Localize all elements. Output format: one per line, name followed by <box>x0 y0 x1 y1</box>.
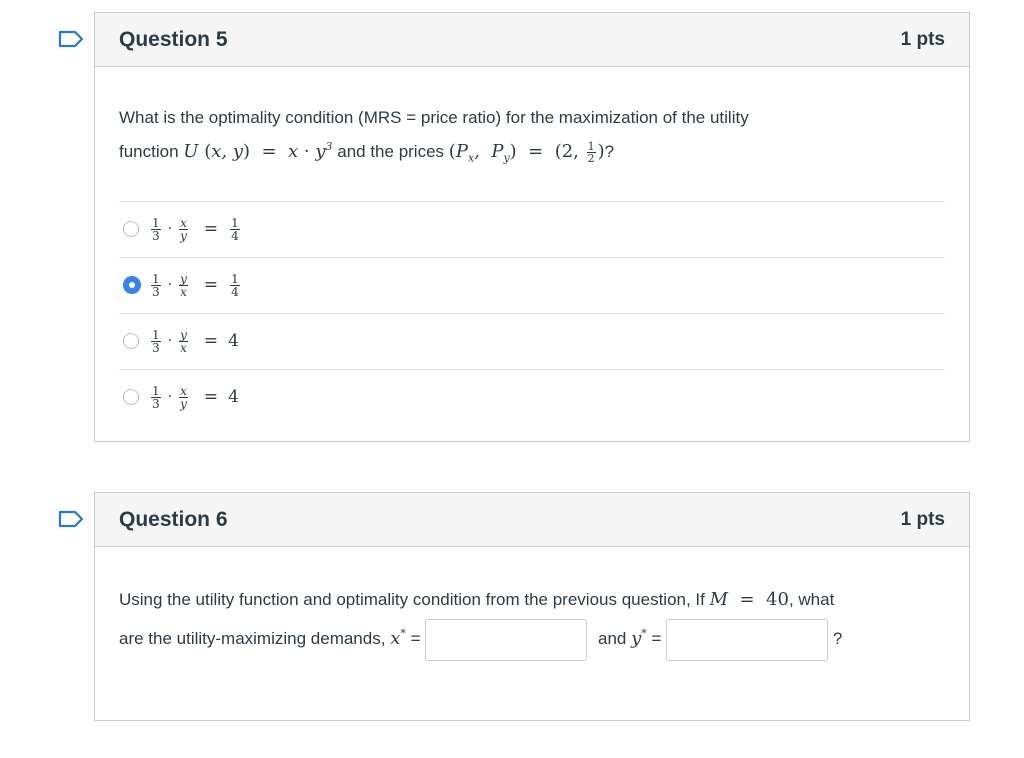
question-title: Question 6 <box>119 507 228 531</box>
question-text <box>119 103 945 173</box>
question-mark: ? <box>832 629 843 648</box>
radio-button[interactable] <box>123 221 139 237</box>
question-text-line1: What is the optimality condition (MRS = price ratio) for the maximization of the utility <box>119 108 749 127</box>
answer-math: $\frac{1}{3}$ · $\frac{y}{x}$ = 4 <box>152 327 239 355</box>
question-mark: ? <box>604 142 615 161</box>
question-text-function: function <box>119 142 179 161</box>
answer-option-1[interactable] <box>119 201 945 257</box>
answer-option-2[interactable] <box>119 257 945 313</box>
question-6-body <box>95 583 969 661</box>
income-math: M = 40 <box>709 589 789 610</box>
question-text <box>119 583 945 661</box>
utility-function-math: U (x, $y) = x \cdot y^3$ <box>183 140 333 162</box>
question-points: 1 pts <box>900 28 945 50</box>
x-equals-label: = <box>410 629 421 648</box>
radio-button[interactable] <box>123 333 139 349</box>
flag-question-icon[interactable] <box>58 30 84 48</box>
y-equals-label: = <box>651 629 662 648</box>
x-star-input[interactable] <box>425 619 587 661</box>
answer-option-4[interactable] <box>119 369 945 425</box>
prices-math: ($P_x$, $P_y) = (2$, $\frac{1}{2}$ ) <box>448 139 605 165</box>
flag-question-icon[interactable] <box>58 510 84 528</box>
answer-math: $\frac{1}{3}$ · $\frac{x}{y}$ = $\frac{1}{4}$ <box>152 215 239 243</box>
y-star-input[interactable] <box>666 619 828 661</box>
answer-math: $\frac{1}{3}$ · $\frac{x}{y}$ = 4 <box>152 383 239 411</box>
answer-option-3[interactable] <box>119 313 945 369</box>
question-5-card <box>94 12 970 442</box>
question-5-body <box>95 103 969 425</box>
y-star-math: y* <box>631 627 647 649</box>
question-text-line1-end: , what <box>788 590 835 609</box>
question-points: 1 pts <box>900 508 945 530</box>
question-title: Question 5 <box>119 27 228 51</box>
radio-button[interactable] <box>123 389 139 405</box>
radio-button-selected[interactable] <box>123 276 141 294</box>
answer-list <box>119 201 945 425</box>
income-value: 40 <box>766 589 789 610</box>
answer-math: $\frac{1}{3}$ · $\frac{y}{x}$ = $\frac{1}{4}$ <box>152 271 239 299</box>
and-label: and <box>597 629 627 648</box>
question-text-line2: are the utility-maximizing demands, <box>119 629 386 648</box>
question-6-header <box>95 493 969 547</box>
question-5-header <box>95 13 969 67</box>
x-star-math: x* <box>390 627 406 649</box>
question-text-prices: and the prices <box>337 142 445 161</box>
question-text-line1: Using the utility function and optimality condition from the previous question, If <box>119 590 705 609</box>
question-6-card <box>94 492 970 721</box>
